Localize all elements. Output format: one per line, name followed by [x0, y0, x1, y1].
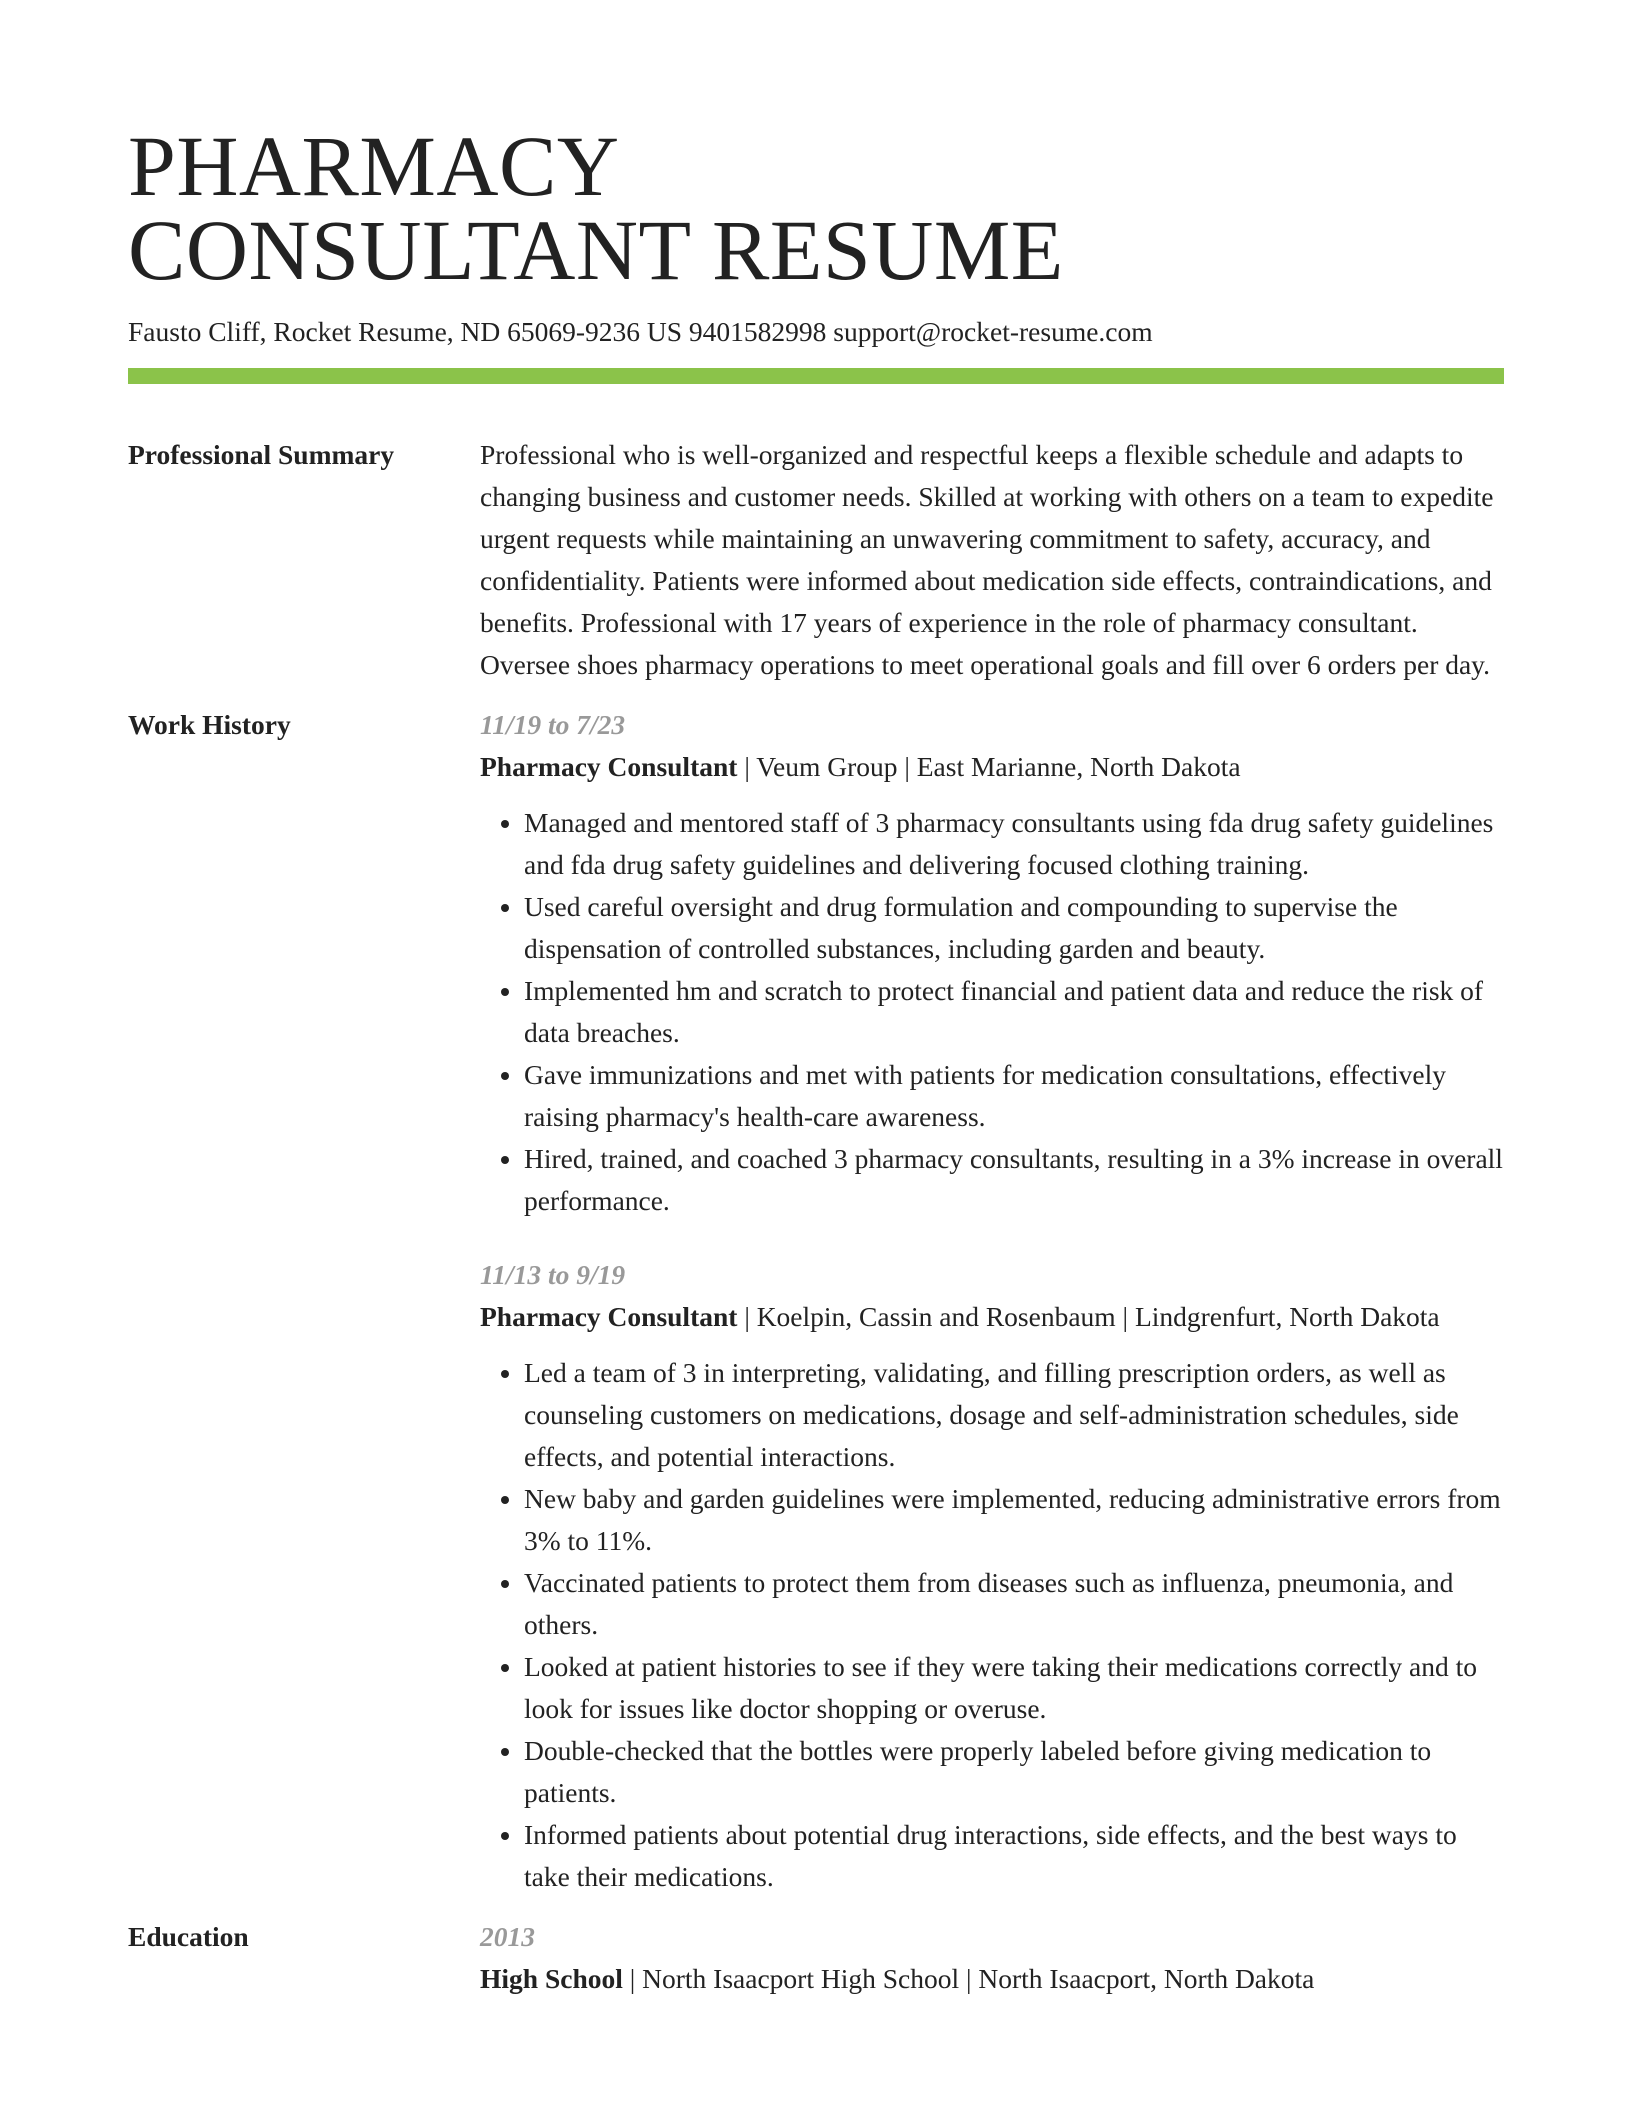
accent-divider	[128, 368, 1504, 384]
education-label: Education	[128, 1921, 249, 1952]
education-dates: 2013	[480, 1921, 535, 1952]
job-bullet: • Led a team of 3 in interpreting, validating, and filling prescription orders, as well as counseling customers on medications, dosage and self-administration schedules, side effects, and potential interactions.	[524, 1352, 1504, 1478]
job-bullet: • Hired, trained, and coached 3 pharmacy consultants, resulting in a 3% increase in overall performance.	[524, 1138, 1504, 1222]
title-line-1: PHARMACY	[128, 118, 620, 214]
job-bullet: • New baby and garden guidelines were implemented, reducing administrative errors from 3% to 11%.	[524, 1478, 1504, 1562]
job-details: | Koelpin, Cassin and Rosenbaum | Lindgrenfurt, North Dakota	[737, 1301, 1440, 1332]
job-title: Pharmacy Consultant	[480, 1301, 738, 1332]
resume-title	[128, 118, 1504, 298]
contact-info: Fausto Cliff, Rocket Resume, ND 65069-9236 US 9401582998 support@rocket-resume.com	[128, 316, 1153, 347]
summary-body	[480, 434, 1504, 686]
job-entry	[480, 1254, 1504, 1898]
job-details: | Veum Group | East Marianne, North Dakota	[737, 751, 1241, 782]
work-history-label: Work History	[128, 709, 291, 740]
title-line-2: CONSULTANT RESUME	[128, 202, 1064, 298]
education-section	[128, 1916, 1504, 2000]
summary-text: Professional who is well-organized and respectful keeps a flexible schedule and adapts to changing business and customer needs. Skilled at working with others on a team to expedite urgent requests while maintaining an unwavering commitment to safety, accuracy, and confidentiality. Patients were informed about medication side effects, contraindications, and benefits. Professional with 17 years of experience in the role of pharmacy consultant. Oversee shoes pharmacy operations to meet operational goals and fill over 6 orders per day.	[480, 439, 1494, 680]
job-bullets	[480, 1352, 1504, 1898]
education-details: | North Isaacport High School | North Isaacport, North Dakota	[622, 1963, 1315, 1994]
job-bullet: • Implemented hm and scratch to protect financial and patient data and reduce the risk of data breaches.	[524, 970, 1504, 1054]
education-heading	[480, 1958, 1504, 2000]
job-bullet: • Gave immunizations and met with patients for medication consultations, effectively raising pharmacy's health-care awareness.	[524, 1054, 1504, 1138]
education-degree: High School	[480, 1963, 623, 1994]
job-bullets	[480, 802, 1504, 1222]
job-entry	[480, 704, 1504, 1222]
job-dates: 11/13 to 9/19	[480, 1259, 626, 1290]
job-title: Pharmacy Consultant	[480, 751, 738, 782]
job-bullet: • Looked at patient histories to see if they were taking their medications correctly and to look for issues like doctor shopping or overuse.	[524, 1646, 1504, 1730]
job-bullet: • Informed patients about potential drug interactions, side effects, and the best ways to take their medications.	[524, 1814, 1504, 1898]
job-bullet: • Used careful oversight and drug formulation and compounding to supervise the dispensation of controlled substances, including garden and beauty.	[524, 886, 1504, 970]
resume-page	[128, 118, 1504, 2000]
summary-section	[128, 434, 1504, 686]
job-heading	[480, 1296, 1504, 1338]
job-bullet: • Double-checked that the bottles were properly labeled before giving medication to patients.	[524, 1730, 1504, 1814]
education-body	[480, 1916, 1504, 2000]
summary-label: Professional Summary	[128, 439, 395, 470]
work-history-section	[128, 704, 1504, 1898]
job-dates: 11/19 to 7/23	[480, 709, 626, 740]
job-bullet: • Managed and mentored staff of 3 pharmacy consultants using fda drug safety guidelines and fda drug safety guidelines and delivering focused clothing training.	[524, 802, 1504, 886]
work-history-body	[480, 704, 1504, 1898]
job-bullet: • Vaccinated patients to protect them from diseases such as influenza, pneumonia, and others.	[524, 1562, 1504, 1646]
job-heading	[480, 746, 1504, 788]
